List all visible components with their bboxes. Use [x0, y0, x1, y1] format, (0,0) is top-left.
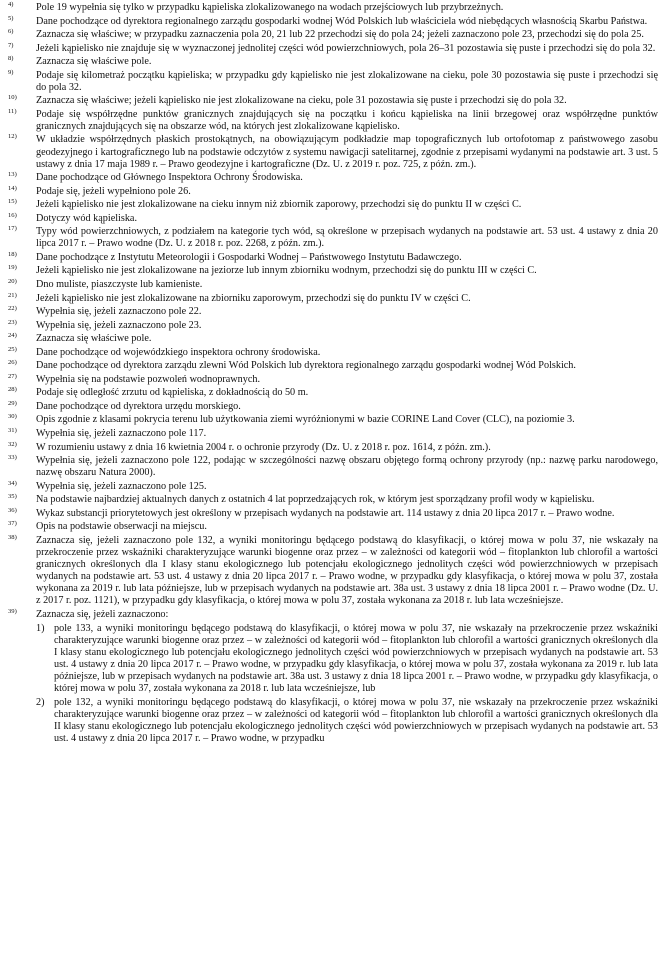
footnote-text: Wypełnia się na podstawie pozwoleń wodnoprawnych.	[36, 373, 261, 385]
footnote	[8, 199, 658, 211]
footnote-text: Dane pochodzące od dyrektora urzędu morskiego.	[36, 400, 241, 412]
footnote	[8, 428, 658, 440]
subitem-text: pole 133, a wyniki monitoringu będącego podstawą do klasyfikacji, o której mowa w polu 37, nie wskazały na przekroczenie przez wskaźniki charakteryzujące warunki biogenne oraz przez – w zależności od kategorii wód – fitoplankton lub chlorofil a wartości granicznych określonych dla I klasy stanu ekologicznego lub potencjału ekologicznego jednolitych części wód powierzchniowych w przepisach wydanych na podstawie art. 53 ust. 4 ustawy z dnia 20 lipca 2017 r. – Prawo wodne, w przypadku gdy klasyfikacja, o której mowa w polu 37, została wykonana za 2019 r. lub lata późniejsze, lub w przepisach wydanych na podstawie art. 38a ust. 3 ustawy z dnia 18 lipca 2001 r. – Prawo wodne, w przypadku gdy klasyfikacja, o której mowa w polu 37, została wykonana za 2018 r. lub lata wcześniejsze, lub	[54, 622, 658, 694]
footnote-number: 34)	[8, 479, 17, 487]
footnote	[8, 481, 658, 493]
footnote-number: 35)	[8, 493, 17, 501]
footnote-text: Pole 19 wypełnia się tylko w przypadku kąpieliska zlokalizowanego na wodach przejściowych lub przybrzeżnych.	[36, 2, 504, 13]
footnote	[8, 347, 658, 359]
footnote-text: Podaje się, jeżeli wypełniono pole 26.	[36, 185, 191, 197]
footnote-text: Podaje się współrzędne punktów granicznych znajdujących się na początku i końcu kąpieliska na linii brzegowej oraz współrzędne punktów granicznych znajdujących się na obszarze wód, na których jest zlokalizowane kąpielisko.	[36, 108, 658, 132]
footnote-number: 22)	[8, 305, 17, 313]
footnote	[8, 455, 658, 479]
footnote-text: Typy wód powierzchniowych, z podziałem na kategorie tych wód, są określone w przepisach wydanych na podstawie art. 53 ust. 4 ustawy z dnia 20 lipca 2017 r. – Prawo wodne (Dz. U. z 2018 r. poz. 2268, z późn. zm.).	[36, 226, 658, 250]
footnote	[8, 414, 658, 426]
footnote-text: Dno muliste, piaszczyste lub kamieniste.	[36, 278, 203, 290]
footnote-number: 39)	[8, 607, 17, 615]
footnote-number: 4)	[8, 1, 14, 8]
footnotes-list	[8, 2, 658, 745]
footnote	[8, 609, 658, 746]
subitem-text: pole 132, a wyniki monitoringu będącego podstawą do klasyfikacji, o której mowa w polu 37, nie wskazały na przekroczenie przez wskaźniki charakteryzujące warunki biogenne oraz przez – w zależności od kategorii wód – fitoplankton lub chlorofil a wartości granicznych określonych dla II klasy stanu ekologicznego lub potencjału ekologicznego jednolitych części wód powierzchniowych w przepisach wydanych na podstawie art. 53 ust. 4 ustawy z dnia 20 lipca 2017 r. – Prawo wodne, w przypadku	[54, 696, 658, 745]
footnote-number: 26)	[8, 359, 17, 367]
footnote-text: Opis zgodnie z klasami pokrycia terenu lub użytkowania ziemi wyróżnionymi w bazie CORINE Land Cover (CLC), na poziomie 3.	[36, 414, 575, 426]
footnote-number: 24)	[8, 332, 17, 340]
footnote-text: Dane pochodzące od Głównego Inspektora Ochrony Środowiska.	[36, 172, 303, 184]
footnote-number: 12)	[8, 133, 17, 141]
footnote-number: 5)	[8, 14, 14, 22]
footnote	[8, 109, 658, 133]
footnote-text: Opis na podstawie obserwacji na miejscu.	[36, 521, 207, 533]
footnote-text: Zaznacza się, jeżeli zaznaczono pole 132, a wyniki monitoringu będącego podstawą do klasyfikacji, o której mowa w polu 37, nie wskazały na przekroczenie przez wskaźniki charakteryzujące warunki biogenne oraz przez – w zależności od kategorii wód – fitoplankton lub chlorofil a wartości granicznych określonych dla I klasy stanu ekologicznego lub potencjału ekologicznego jednolitych części wód powierzchniowych w przepisach wydanych na podstawie art. 53 ust. 4 ustawy z dnia 20 lipca 2017 r. – Prawo wodne, w przypadku gdy klasyfikacja, o której mowa w polu 37, została wykonana za 2019 r. lub lata późniejsze, lub w przepisach wydanych na podstawie art. 38a ust. 3 ustawy z dnia 18 lipca 2001 r. – Prawo wodne (Dz. U. z 2017 r. poz. 1121), w przypadku gdy klasyfikacja, o której mowa w polu 37, została wykonana za 2018 r. lub lata wcześniejsze.	[36, 534, 658, 607]
footnote-number: 32)	[8, 440, 17, 448]
footnote-text: W rozumieniu ustawy z dnia 16 kwietnia 2004 r. o ochronie przyrody (Dz. U. z 2018 r. poz. 1614, z późn. zm.).	[36, 441, 491, 453]
footnote	[8, 333, 658, 345]
footnote-text: Dane pochodzące od dyrektora zarządu zlewni Wód Polskich lub dyrektora regionalnego zarządu gospodarki wodnej Wód Polskich.	[36, 360, 576, 372]
footnote-number: 10)	[8, 94, 17, 102]
footnote-number: 33)	[8, 454, 17, 462]
footnote-text: Dotyczy wód kąpieliska.	[36, 212, 137, 224]
footnote	[8, 306, 658, 318]
footnote	[8, 70, 658, 94]
footnote	[8, 56, 658, 68]
footnote-number: 37)	[8, 520, 17, 528]
footnote-number: 20)	[8, 277, 17, 285]
footnote-text: Zaznacza się właściwe; jeżeli kąpielisko nie jest zlokalizowane na cieku, pole 31 pozostawia się puste i przechodzi się do pola 32.	[36, 95, 567, 107]
footnote-number: 36)	[8, 506, 17, 514]
footnote	[8, 293, 658, 305]
footnote-text: Wypełnia się, jeżeli zaznaczono pole 22.	[36, 306, 202, 318]
footnote-number: 11)	[8, 107, 17, 115]
footnote-text: Zaznacza się, jeżeli zaznaczono:	[36, 608, 169, 620]
footnote-number: 15)	[8, 198, 17, 206]
footnote-text: Zaznacza się właściwe pole.	[36, 56, 152, 68]
footnote-number: 9)	[8, 68, 14, 76]
footnote	[8, 95, 658, 107]
footnote	[8, 252, 658, 264]
footnote-text: Jeżeli kąpielisko nie jest zlokalizowane na jeziorze lub innym zbiorniku wodnym, przechodzi się do punktu III w części C.	[36, 265, 537, 277]
footnote-subitem	[36, 623, 658, 695]
footnote	[8, 494, 658, 506]
footnote	[8, 29, 658, 41]
footnote-number: 7)	[8, 41, 14, 49]
footnote	[8, 401, 658, 413]
footnote-number: 6)	[8, 28, 14, 36]
footnote-number: 38)	[8, 533, 17, 541]
footnote	[8, 213, 658, 225]
footnote-number: 18)	[8, 250, 17, 258]
subitem-number: 2)	[36, 696, 45, 708]
footnote-text: Na podstawie najbardziej aktualnych danych z ostatnich 4 lat poprzedzających rok, w którym jest sporządzany profil wody w kąpielisku.	[36, 494, 595, 506]
footnote-text: Dane pochodzące z Instytutu Meteorologii i Gospodarki Wodnej – Państwowego Instytutu Badawczego.	[36, 251, 462, 263]
footnote-number: 31)	[8, 427, 17, 434]
footnote	[8, 374, 658, 386]
footnote	[8, 265, 658, 277]
footnote	[8, 387, 658, 399]
footnote	[8, 172, 658, 184]
footnote-subitem	[36, 697, 658, 745]
footnote-number: 13)	[8, 171, 17, 179]
footnote	[8, 134, 658, 170]
footnote-number: 27)	[8, 372, 17, 380]
footnote	[8, 226, 658, 250]
footnote-number: 23)	[8, 318, 17, 326]
footnote-text: Dane pochodzące od wojewódzkiego inspektora ochrony środowiska.	[36, 346, 321, 358]
footnote-number: 8)	[8, 55, 14, 63]
footnote-number: 25)	[8, 345, 17, 353]
footnote-text: Wypełnia się, jeżeli zaznaczono pole 125.	[36, 480, 207, 492]
footnote-number: 17)	[8, 225, 17, 233]
footnote-text: Wykaz substancji priorytetowych jest określony w przepisach wydanych na podstawie art. 114 ustawy z dnia 20 lipca 2017 r. – Prawo wodne.	[36, 507, 615, 519]
footnote	[8, 16, 658, 28]
footnote	[8, 521, 658, 533]
footnote-text: Zaznacza się właściwe; w przypadku zaznaczenia pola 20, 21 lub 22 przechodzi się do pola 24; jeżeli zaznaczono pole 23, przechodzi się do pola 25.	[36, 29, 644, 41]
footnote	[8, 186, 658, 198]
footnote	[8, 442, 658, 454]
footnote-number: 19)	[8, 264, 17, 272]
footnote	[8, 320, 658, 332]
footnote-text: Podaje się kilometraż początku kąpieliska; w przypadku gdy kąpielisko nie jest zlokalizowane na cieku, pole 30 pozostawia się puste i przechodzi się do pola 32.	[36, 69, 658, 93]
footnote	[8, 43, 658, 55]
footnote	[8, 2, 658, 14]
footnote-number: 28)	[8, 386, 17, 394]
footnote	[8, 535, 658, 607]
footnote-text: Dane pochodzące od dyrektora regionalnego zarządu gospodarki wodnej Wód Polskich lub właściciela wód niebędących własnością Skarbu Państwa.	[36, 15, 648, 27]
footnote-text: Podaje się odległość zrzutu od kąpieliska, z dokładnością do 50 m.	[36, 387, 309, 399]
footnote-number: 30)	[8, 413, 17, 421]
subitem-number: 1)	[36, 622, 45, 634]
footnote-number: 29)	[8, 399, 17, 407]
footnote-text: Wypełnia się, jeżeli zaznaczono pole 117.	[36, 428, 207, 439]
footnote-text: Zaznacza się właściwe pole.	[36, 333, 152, 345]
footnote-number: 14)	[8, 184, 17, 192]
footnote-number: 21)	[8, 291, 17, 299]
footnote-text: Wypełnia się, jeżeli zaznaczono pole 122, podając w szczególności nazwę obszaru objętego formą ochrony przyrody (np.: nazwę parku narodowego, nazwę obszaru Natura 2000).	[36, 455, 658, 479]
footnote	[8, 508, 658, 520]
footnote-text: Wypełnia się, jeżeli zaznaczono pole 23.	[36, 319, 202, 331]
footnote-text: Jeżeli kąpielisko nie jest zlokalizowane na cieku innym niż zbiornik zaporowy, przechodzi się do punktu II w części C.	[36, 199, 522, 211]
footnote-text: Jeżeli kąpielisko nie jest zlokalizowane na zbiorniku zaporowym, przechodzi się do punktu IV w części C.	[36, 292, 471, 304]
footnote-text: Jeżeli kąpielisko nie znajduje się w wyznaczonej jednolitej części wód powierzchniowych, pola 26–31 pozostawia się puste i przechodzi się do pola 32.	[36, 42, 656, 54]
footnote-number: 16)	[8, 211, 17, 219]
footnote	[8, 360, 658, 372]
footnote	[8, 279, 658, 291]
footnote-text: W układzie współrzędnych płaskich prostokątnych, na obowiązującym podkładzie map topograficznych lub ortofotomap z państwowego zasobu geodezyjnego i kartograficznego lub na podstawie odczytów z systemu nawigacji satelitarnej, zgodnie z przepisami wydanymi na podstawie art. 3 ust. 5 ustawy z dnia 17 maja 1989 r. – Prawo geodezyjne i kartograficzne (Dz. U. z 2019 r. poz. 725, z późn. zm.).	[36, 134, 658, 170]
